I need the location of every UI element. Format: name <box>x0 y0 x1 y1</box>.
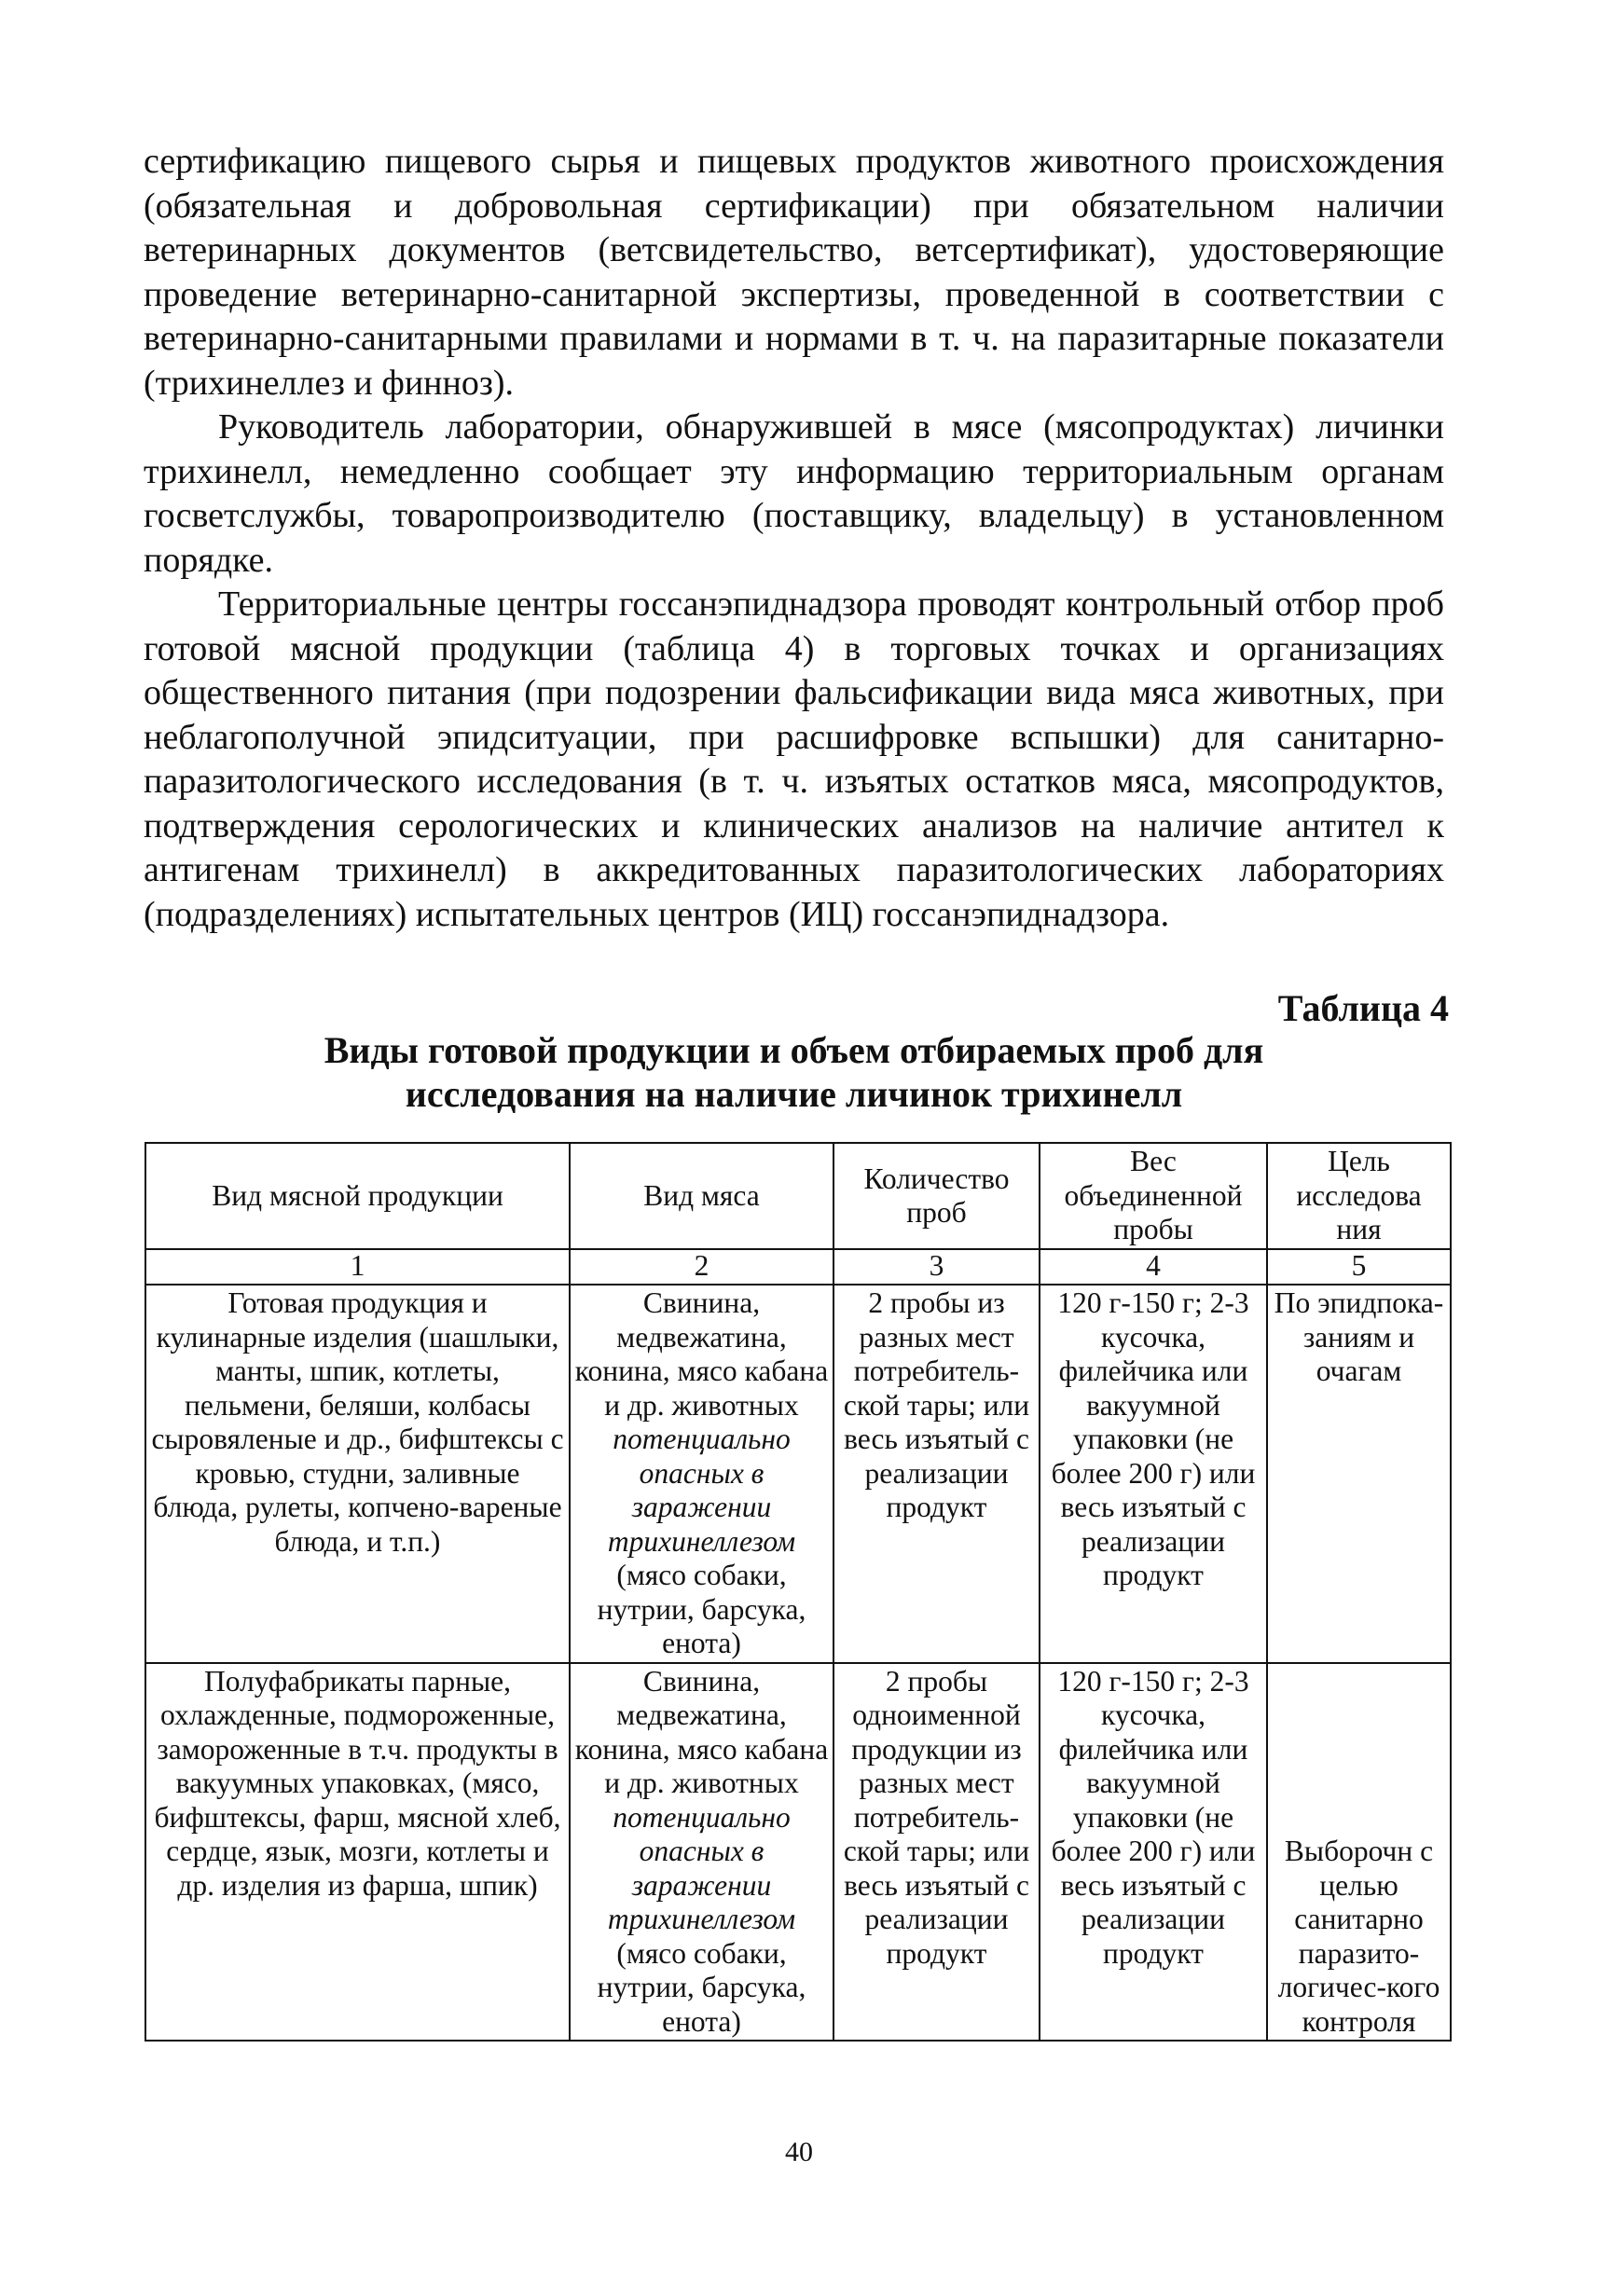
body-text <box>144 140 1444 937</box>
table-title-line: исследования на наличие личинок трихинелл <box>405 1073 1183 1115</box>
column-number-cell: 4 <box>1040 1249 1267 1285</box>
meat-text: Свинина, медвежатина, конина, мясо кабана и др. животных <box>574 1664 829 1799</box>
samples-cell: 2 пробы из разных мест потребитель-ской тары; или весь изъятый с реализации продукт <box>833 1285 1040 1663</box>
table-title-line: Виды готовой продукции и объем отбираемых проб для <box>324 1029 1264 1071</box>
header-cell: Количество проб <box>833 1143 1040 1249</box>
column-number-cell: 5 <box>1267 1249 1451 1285</box>
product-cell: Полуфабрикаты парные, охлажденные, подмороженные, замороженные в т.ч. продукты в вакуумных упаковках, (мясо, бифштексы, фарш, мясной хлеб, сердце, язык, мозги, котлеты и др. изделия из фарша, шпик) <box>145 1663 570 2042</box>
header-cell: Вид мяса <box>570 1143 833 1249</box>
table-label: Таблица 4 <box>1277 987 1449 1029</box>
table-header-row <box>145 1143 1451 1249</box>
product-cell: Готовая продукция и кулинарные изделия (шашлыки, манты, шпик, котлеты, пельмени, беляши, колбасы сыровяленые и др., бифштексы с кровью, студни, заливные блюда, рулеты, копчено-вареные блюда, и т.п.) <box>145 1285 570 1663</box>
table-row <box>145 1285 1451 1663</box>
meat-italic-text: потенциально опасных в заражении трихинеллезом <box>607 1423 796 1558</box>
page-number: 40 <box>785 2137 813 2167</box>
paragraph: Руководитель лаборатории, обнаружившей в мясе (мясопродуктах) личинки трихинелл, немедленно сообщает эту информацию территориальным органам госветслужбы, товаропроизводителю (поставщику, владельцу) в установленном порядке. <box>144 407 1444 580</box>
column-number-cell: 3 <box>833 1249 1040 1285</box>
weight-cell: 120 г-150 г; 2-3 кусочка, филейчика или вакуумной упаковки (не более 200 г) или весь изъятый с реализации продукт <box>1040 1285 1267 1663</box>
meat-cell <box>570 1663 833 2042</box>
header-cell: Вид мясной продукции <box>145 1143 570 1249</box>
paragraph: Территориальные центры госсанэпиднадзора проводят контрольный отбор проб готовой мясной продукции (таблица 4) в торговых точках и организациях общественного питания (при подозрении фальсификации вида мяса животных, при неблагополучной эпидситуации, при расшифровке вспышки) для санитарно-паразитологического исследования (в т. ч. изъятых остатков мяса, мясопродуктов, подтверждения серологических и клинических анализов на наличие антител к антигенам трихинелл) в аккредитованных паразитологических лабораториях (подразделениях) испытательных центров (ИЦ) госсанэпиднадзора. <box>144 584 1444 934</box>
samples-table <box>145 1142 1452 2042</box>
header-cell: Вес объединенной пробы <box>1040 1143 1267 1249</box>
table-row <box>145 1663 1451 2042</box>
samples-cell: 2 пробы одноименной продукции из разных мест потребитель-ской тары; или весь изъятый с реализации продукт <box>833 1663 1040 2042</box>
column-number-cell: 1 <box>145 1249 570 1285</box>
meat-text: (мясо собаки, нутрии, барсука, енота) <box>597 1936 806 2038</box>
column-number-cell: 2 <box>570 1249 833 1285</box>
meat-italic-text: потенциально опасных в заражении трихинеллезом <box>607 1800 796 1935</box>
weight-cell: 120 г-150 г; 2-3 кусочка, филейчика или вакуумной упаковки (не более 200 г) или весь изъятый с реализации продукт <box>1040 1663 1267 2042</box>
goal-cell: Выборочн с целью санитарно паразито-логичес-кого контроля <box>1267 1663 1451 2042</box>
paragraph: сертификацию пищевого сырья и пищевых продуктов животного происхождения (обязательная и добровольная сертификации) при обязательном наличии ветеринарных документов (ветсвидетельство, ветсертификат), удостоверяющие проведение ветеринарно-санитарной экспертизы, проведенной в соответствии с ветеринарно-санитарными правилами и нормами в т. ч. на паразитарные показатели (трихинеллез и финноз). <box>144 142 1444 403</box>
header-cell: Цель исследова ния <box>1267 1143 1451 1249</box>
goal-cell: По эпидпока-заниям и очагам <box>1267 1285 1451 1663</box>
meat-text: Свинина, медвежатина, конина, мясо кабана и др. животных <box>574 1286 829 1422</box>
table-column-number-row <box>145 1249 1451 1285</box>
table-title <box>144 1028 1444 1116</box>
meat-text: (мясо собаки, нутрии, барсука, енота) <box>597 1559 806 1659</box>
meat-cell <box>570 1285 833 1663</box>
